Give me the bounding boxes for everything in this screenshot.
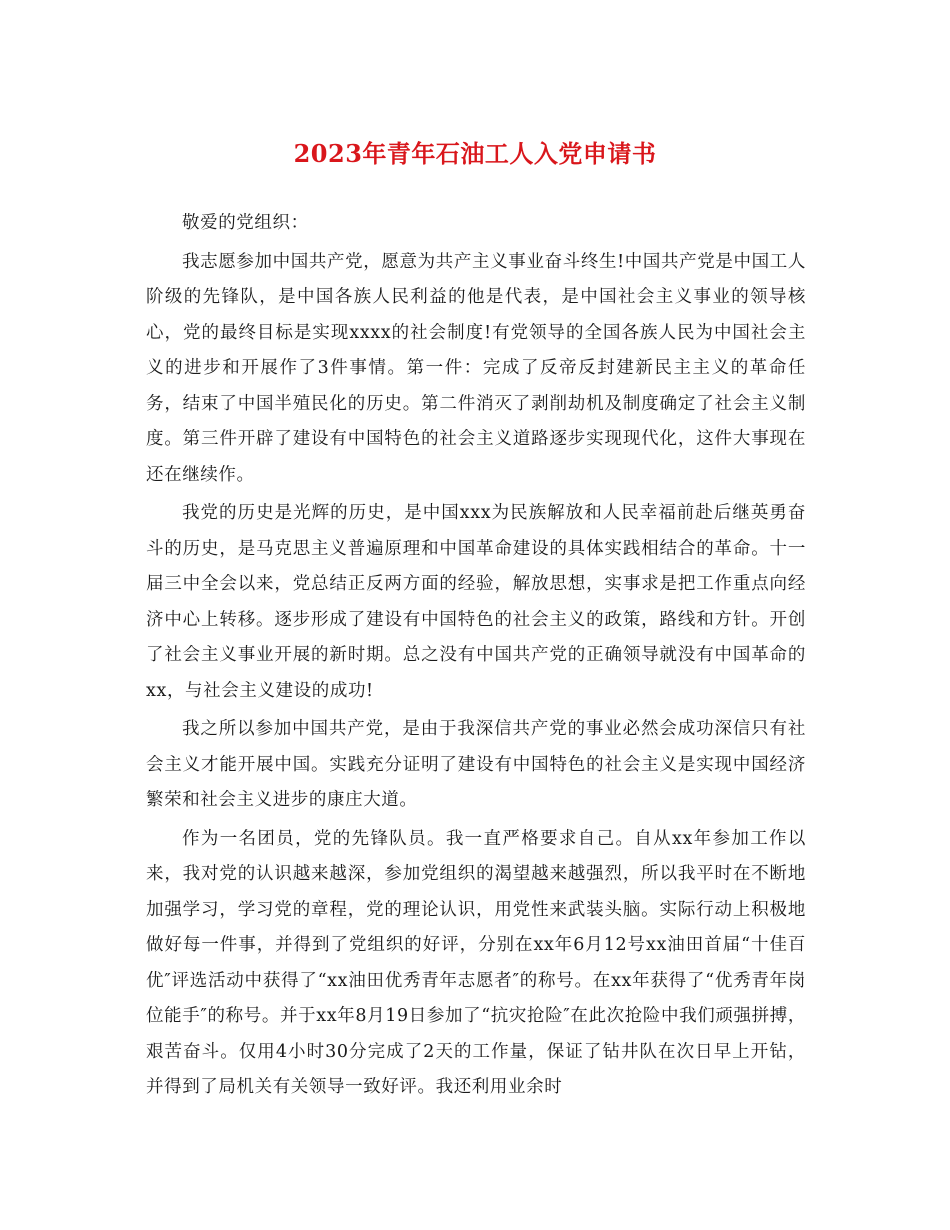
paragraph-4: 作为一名团员，党的先锋队员。我一直严格要求自己。自从xx年参加工作以来，我对党的认识越来越深，参加党组织的渴望越来越强烈，所以我平时在不断地加强学习，学习党的章程，党的理论认识，用党性来武装头脑。实际行动上积极地做好每一件事，并得到了党组织的好评，分别在xx年6月12号xx油田首届“十佳百优″评选活动中获得了“xx油田优秀青年志愿者″的称号。在xx年获得了“优秀青年岗位能手″的称号。并于xx年8月19日参加了“抗灾抢险″在此次抢险中我们顽强拼搏，艰苦奋斗。仅用4小时30分完成了2天的工作量，保证了钻井队在次日早上开钻，并得到了局机关有关领导一致好评。我还利用业余时 — [146, 828, 806, 1097]
document-title: 2023年青年石油工人入党申请书 — [293, 139, 657, 168]
paragraph-1: 我志愿参加中国共产党，愿意为共产主义事业奋斗终生!中国共产党是中国工人阶级的先锋队，是中国各族人民利益的他是代表，是中国社会主义事业的领导核心，党的最终目标是实现xxxx的社会制度!有党领导的全国各族人民为中国社会主义的进步和开展作了3件事情。第一件：完成了反帝反封建新民主主义的革命任务，结束了中国半殖民化的历史。第二件消灭了剥削劫机及制度确定了社会主义制度。第三件开辟了建设有中国特色的社会主义道路逐步实现现代化，这件大事现在还在继续作。 — [146, 251, 806, 485]
paragraph-3: 我之所以参加中国共产党，是由于我深信共产党的事业必然会成功深信只有社会主义才能开展中国。实践充分证明了建设有中国特色的社会主义是实现中国经济繁荣和社会主义进步的康庄大道。 — [146, 719, 806, 810]
document-body — [146, 206, 806, 1109]
paragraph-2: 我党的历史是光辉的历史，是中国xxx为民族解放和人民幸福前赴后继英勇奋斗的历史，是马克思主义普遍原理和中国革命建设的具体实践相结合的革命。十一届三中全会以来，党总结正反两方面的经验，解放思想，实事求是把工作重点向经济中心上转移。逐步形成了建设有中国特色的社会主义的政策，路线和方针。开创了社会主义事业开展的新时期。总之没有中国共产党的正确领导就没有中国革命的xx，与社会主义建设的成功! — [146, 503, 806, 701]
salutation: 敬爱的党组织： — [182, 213, 309, 233]
